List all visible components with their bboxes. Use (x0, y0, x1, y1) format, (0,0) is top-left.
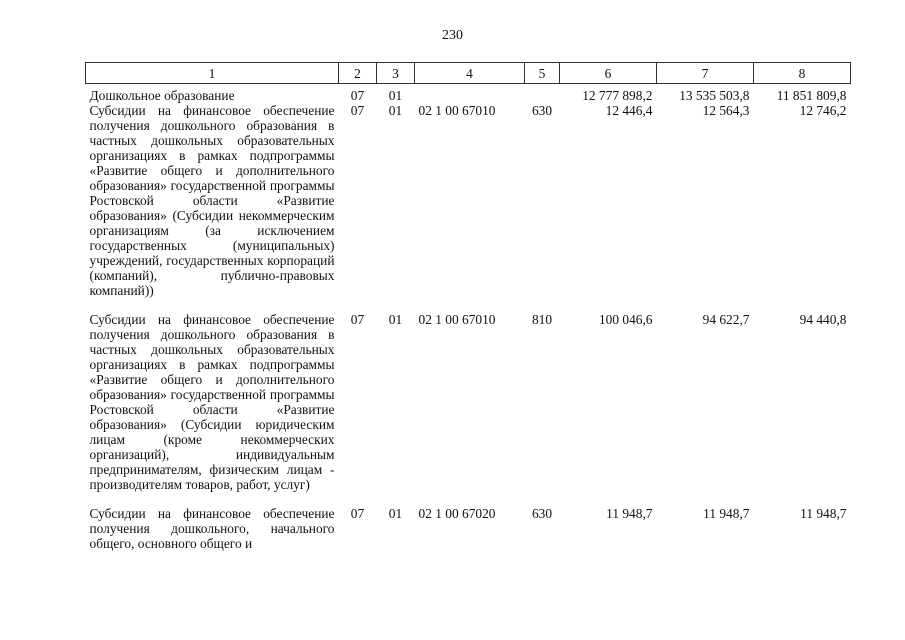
row-subsection: 01 (388, 103, 403, 118)
row-section: 07 (350, 312, 365, 327)
column-header-1: 1 (86, 63, 339, 84)
row-target-code: 02 1 00 67020 (418, 506, 496, 521)
column-header-7: 7 (657, 63, 754, 84)
column-header-2: 2 (339, 63, 377, 84)
column-header-4: 4 (415, 63, 525, 84)
row-target-code: 02 1 00 67010 (418, 103, 496, 118)
budget-table (85, 62, 851, 551)
row-section: 07 (350, 88, 365, 103)
row-amount-col8: 11 948,7 (800, 506, 847, 521)
row-expense-type (525, 84, 560, 104)
row-name: Субсидии на финансовое обеспечение получения дошкольного образования в частных дошкольных образовательных организациях в рамках подпрограммы «Развитие общего и дополнительного образования» государственной программы Ростовской области «Развитие образования» (Субсидии юридическим лицам (кроме некоммерческих организаций), индивидуальным предпринимателям, физическим лицам - производителям товаров, работ, услуг) (89, 312, 335, 492)
row-amount-col8: 11 851 809,8 (776, 88, 847, 103)
column-header-5: 5 (525, 63, 560, 84)
column-header-6: 6 (560, 63, 657, 84)
row-subsection: 01 (388, 506, 403, 521)
row-amount-col7: 12 564,3 (702, 103, 750, 118)
table-row (86, 492, 851, 551)
row-target-code: 02 1 00 67010 (418, 312, 496, 327)
row-target-code (415, 84, 525, 104)
table-row (86, 103, 851, 298)
row-expense-type: 630 (531, 506, 553, 521)
row-name: Субсидии на финансовое обеспечение получения дошкольного образования в частных дошкольных образовательных организациях в рамках подпрограммы «Развитие общего и дополнительного образования» государственной программы Ростовской области «Развитие образования» (Субсидии некоммерческим организациям (за исключением государственных (муниципальных) учреждений, государственных корпораций (компаний), публично-правовых компаний)) (89, 103, 335, 298)
row-amount-col8: 94 440,8 (799, 312, 847, 327)
table-row (86, 84, 851, 104)
row-amount-col6: 11 948,7 (606, 506, 653, 521)
table-header (86, 63, 851, 84)
column-header-3: 3 (377, 63, 415, 84)
table-row (86, 298, 851, 492)
row-amount-col7: 11 948,7 (703, 506, 750, 521)
row-name: Субсидии на финансовое обеспечение получения дошкольного, начального общего, основного общего и (89, 506, 335, 551)
header-row (86, 63, 851, 84)
row-amount-col6: 100 046,6 (598, 312, 653, 327)
row-amount-col6: 12 777 898,2 (582, 88, 653, 103)
row-subsection: 01 (388, 312, 403, 327)
row-expense-type: 630 (531, 103, 553, 118)
column-header-8: 8 (754, 63, 851, 84)
row-expense-type: 810 (531, 312, 553, 327)
row-amount-col6: 12 446,4 (605, 103, 653, 118)
row-section: 07 (350, 506, 365, 521)
row-section: 07 (350, 103, 365, 118)
row-subsection: 01 (388, 88, 403, 103)
row-amount-col7: 94 622,7 (702, 312, 750, 327)
row-amount-col8: 12 746,2 (799, 103, 847, 118)
row-amount-col7: 13 535 503,8 (679, 88, 750, 103)
page-number: 230 (442, 28, 463, 43)
table-body (86, 84, 851, 552)
row-name: Дошкольное образование (89, 88, 235, 103)
